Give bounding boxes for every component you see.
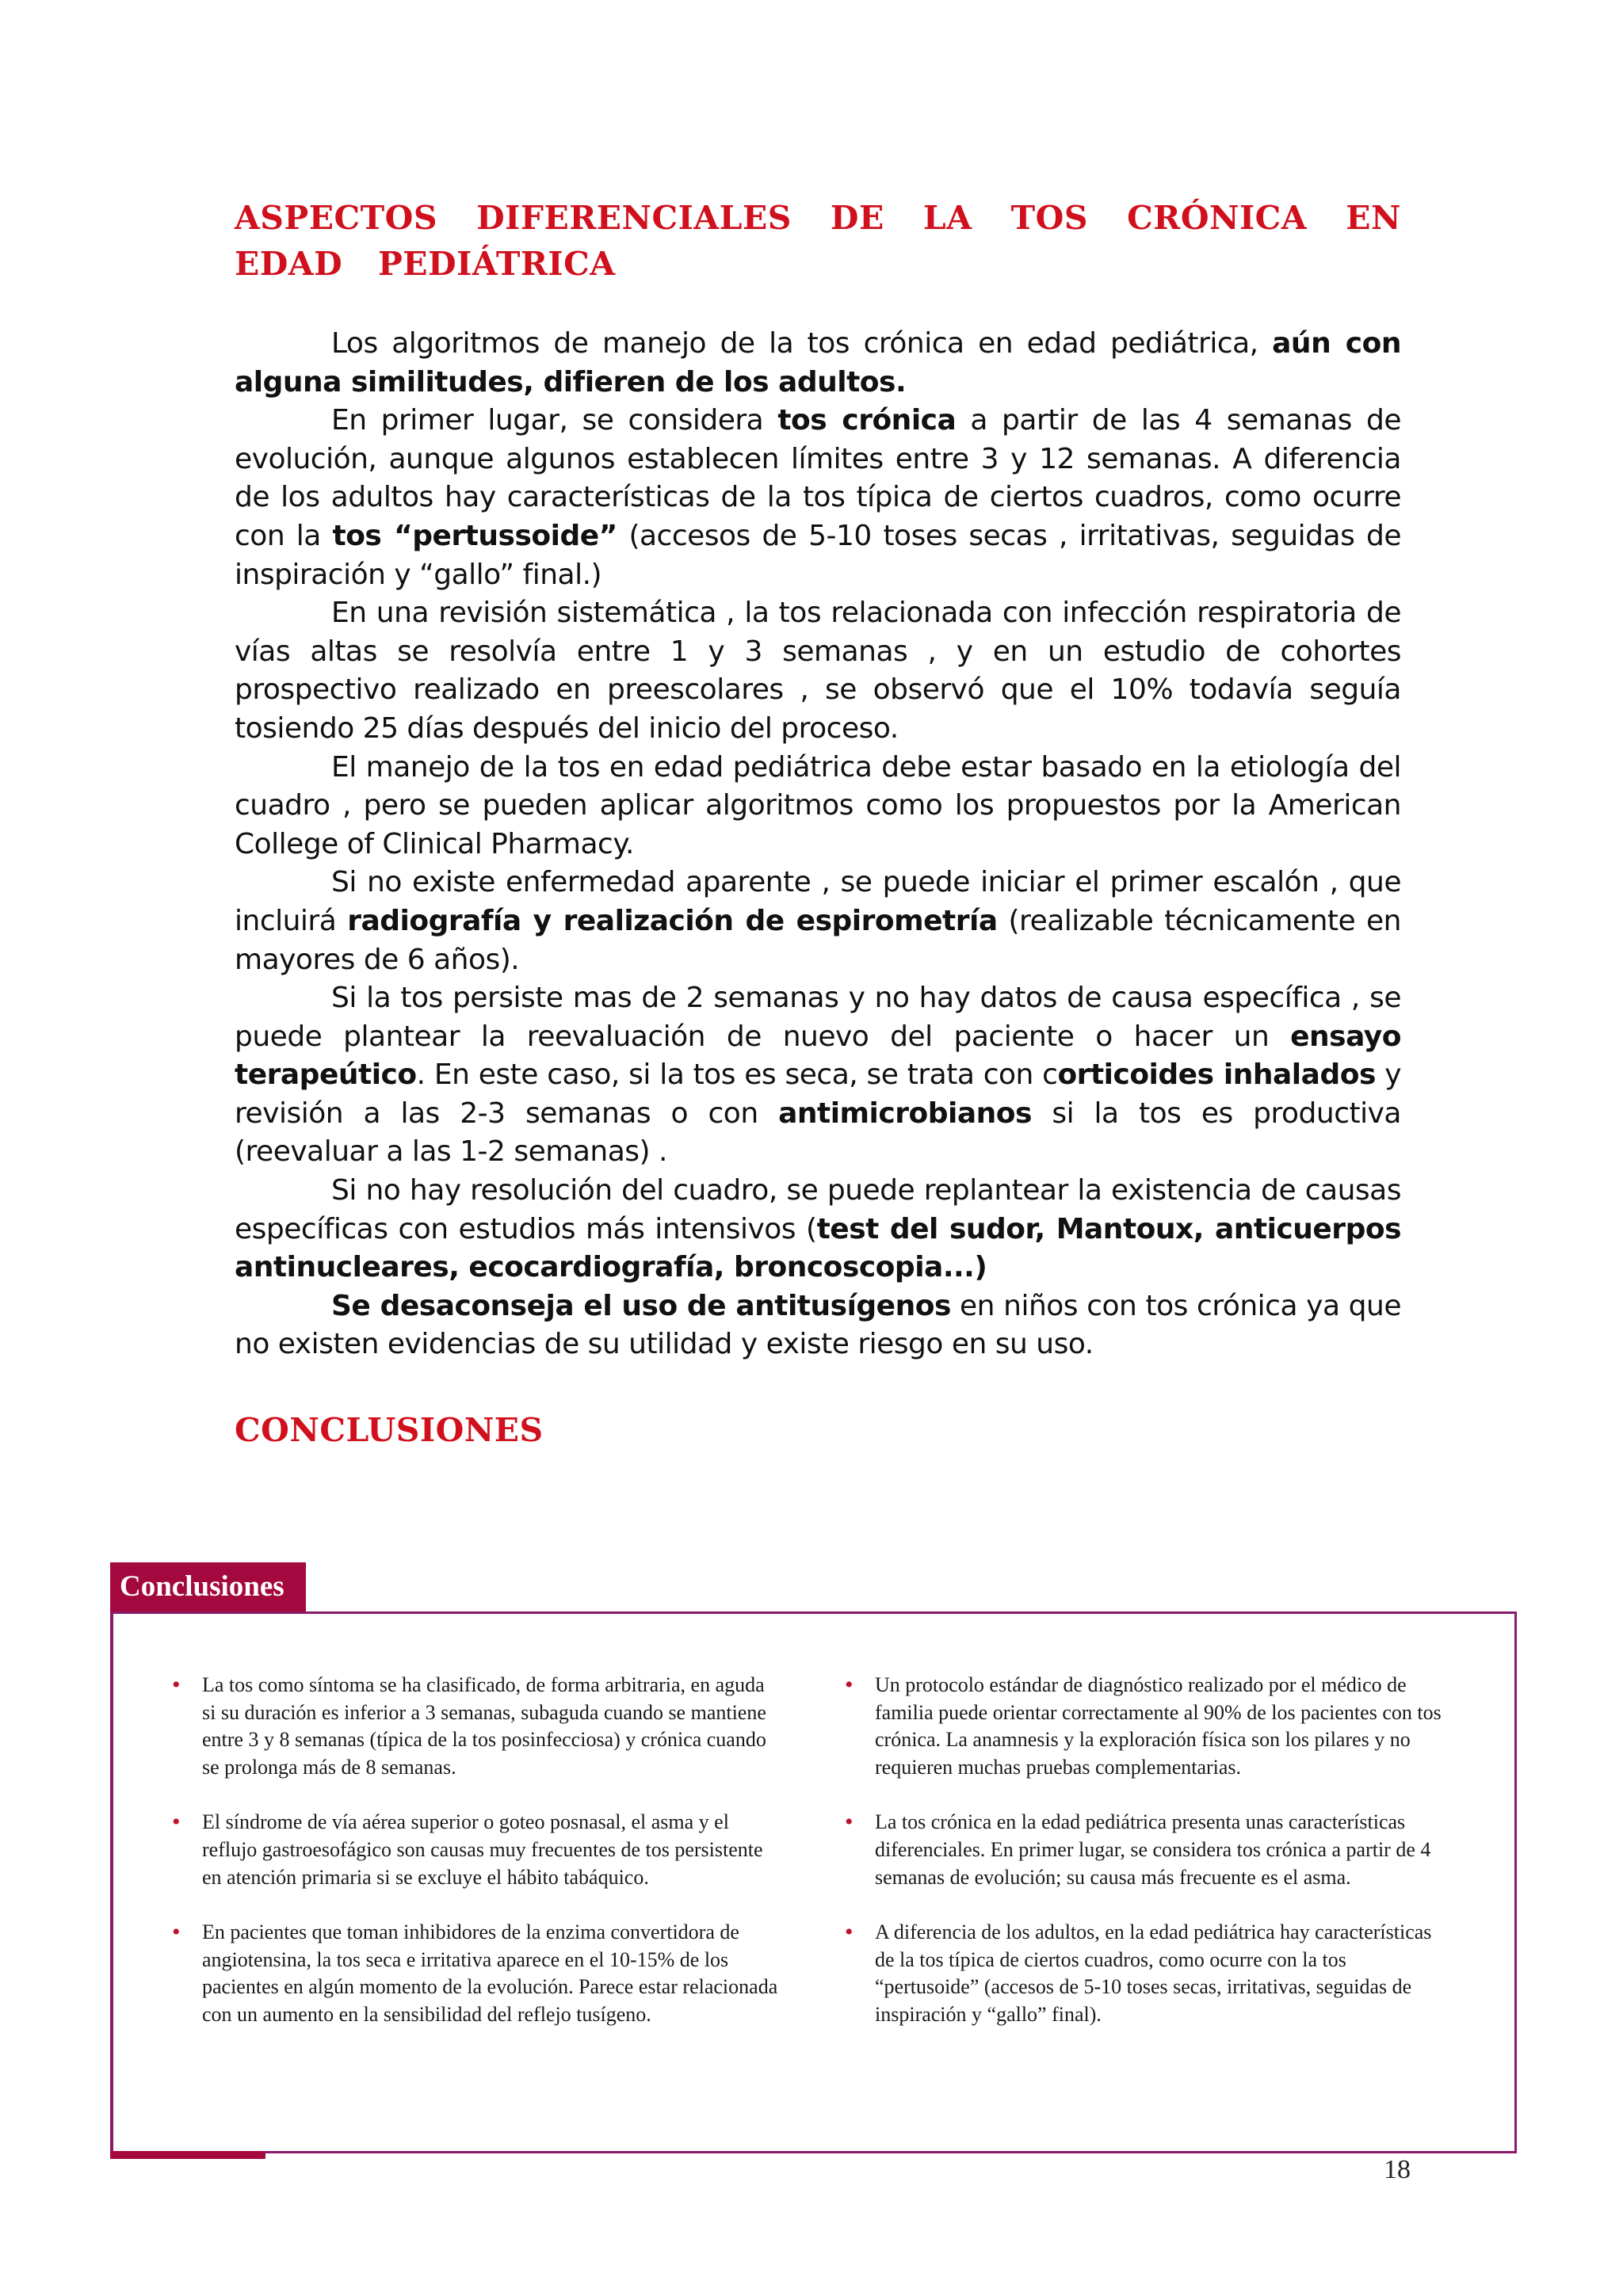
text-run: Si la tos persiste mas de 2 semanas y no hay datos de causa específica , se puede plantear la reevaluación de nuevo del paciente o hacer un	[235, 982, 1401, 1053]
bullet-icon: •	[845, 1672, 854, 1698]
conclusion-item	[845, 1919, 1455, 2028]
conclusion-item	[845, 1809, 1455, 1891]
body-paragraph	[235, 1172, 1401, 1287]
bold-text: radiografía y realización de espirometría	[347, 904, 998, 937]
left-bullet-list	[172, 1672, 782, 2029]
text-run: (accesos de 5-10 toses secas , irritativas, seguidas de inspiración y “gallo” final.)	[235, 519, 1401, 591]
body-paragraph	[235, 594, 1401, 748]
box-footer-bar	[110, 2151, 265, 2159]
conclusion-item	[172, 1919, 782, 2028]
text-run: En una revisión sistemática , la tos relacionada con infección respiratoria de vías altas se resolvía entre 1 y 3 semanas , y en un estudio de cohortes prospectivo realizado en preescolares , se observó que el 10% todavía seguía tosiendo 25 días después del inicio del proceso.	[235, 597, 1401, 745]
text-run: Si no existe enfermedad aparente , se puede iniciar el primer escalón , que incluirá	[235, 866, 1401, 937]
conclusion-item	[172, 1809, 782, 1891]
conclusion-text: El síndrome de vía aérea superior o goteo posnasal, el asma y el reflujo gastroesofágico son causas muy frecuentes de tos persistente en atención primaria si se excluye el hábito tabáquico.	[202, 1810, 763, 1889]
bold-text: Se desaconseja el uso de antitusígenos	[331, 1289, 951, 1322]
text-run: en niños con tos crónica ya que no existen evidencias de su utilidad y existe riesgo en su uso.	[235, 1289, 1402, 1361]
conclusions-heading: CONCLUSIONES	[235, 1411, 544, 1449]
body-paragraph	[235, 749, 1401, 864]
text-run: si la tos es productiva (reevaluar a las 1-2 semanas) .	[235, 1097, 1401, 1169]
bullet-icon: •	[172, 1672, 181, 1698]
text-run: Si no hay resolución del cuadro, se puede replantear la existencia de causas específicas con estudios más intensivos (	[235, 1174, 1401, 1245]
bold-text: aún con alguna similitudes, difieren de los adultos.	[235, 327, 1401, 399]
text-run: a partir de las 4 semanas de evolución, aunque algunos establecen límites entre 3 y 12 semanas. A diferencia de los adultos hay características de la tos típica de ciertos cuadros, como ocurre con la	[235, 404, 1401, 552]
conclusions-left-column	[172, 1672, 782, 2057]
section-title: ASPECTOS DIFERENCIALES DE LA TOS CRÓNICA EN EDAD PEDIÁTRICA	[235, 199, 1401, 283]
bold-text: antimicrobianos	[778, 1097, 1032, 1130]
text-run: (realizable técnicamente en mayores de 6 años).	[235, 904, 1401, 976]
body-text	[235, 325, 1401, 1364]
conclusion-text: La tos crónica en la edad pediátrica presenta unas características diferenciales. En primer lugar, se considera tos crónica a partir de 4 semanas de evolución; su causa más frecuente es el asma.	[875, 1810, 1431, 1889]
conclusion-item	[845, 1672, 1455, 1781]
conclusion-text: En pacientes que toman inhibidores de la enzima convertidora de angiotensina, la tos seca e irritativa aparece en el 10-15% de los pacientes en algún momento de la evolución. Parece estar relacionada con un aumento en la sensibilidad del reflejo tusígeno.	[202, 1920, 778, 2026]
conclusion-text: A diferencia de los adultos, en la edad pediátrica hay características de la tos típica de ciertos cuadros, como ocurre con la tos “pertusoide” (accesos de 5-10 toses secas, irritativas, seguidas de inspiración y “gallo” final).	[875, 1920, 1432, 2026]
bullet-icon: •	[172, 1809, 181, 1836]
body-paragraph	[235, 402, 1401, 594]
bullet-icon: •	[172, 1919, 181, 1946]
bullet-icon: •	[845, 1919, 854, 1946]
bold-text: orticoides inhalados	[1057, 1058, 1376, 1092]
text-run: En primer lugar, se considera	[331, 404, 778, 437]
text-run: Los algoritmos de manejo de la tos crónica en edad pediátrica,	[331, 327, 1273, 360]
body-paragraph	[235, 1287, 1401, 1364]
bold-text: ensayo terapeútico	[235, 1020, 1401, 1092]
bold-text: tos crónica	[777, 404, 957, 437]
body-paragraph	[235, 325, 1401, 402]
bold-text: tos “pertussoide”	[332, 519, 617, 552]
page-number: 18	[1384, 2155, 1411, 2184]
conclusion-text: La tos como síntoma se ha clasificado, de forma arbitraria, en aguda si su duración es inferior a 3 semanas, subaguda cuando se mantiene entre 3 y 8 semanas (típica de la tos posinfecciosa) y crónica cuando se prolonga más de 8 semanas.	[202, 1673, 766, 1779]
right-bullet-list	[845, 1672, 1455, 2029]
conclusions-box-tab: Conclusiones	[110, 1562, 306, 1611]
conclusion-item	[172, 1672, 782, 1781]
text-run: El manejo de la tos en edad pediátrica debe estar basado en la etiología del cuadro , pero se pueden aplicar algoritmos como los propuestos por la American College of Clinical Pharmacy.	[235, 750, 1401, 860]
conclusions-right-column	[845, 1672, 1455, 2057]
body-paragraph	[235, 864, 1401, 979]
bold-text: test del sudor, Mantoux, anticuerpos antinucleares, ecocardiografía, broncoscopia...)	[235, 1212, 1401, 1284]
text-run: y revisión a las 2-3 semanas o con	[235, 1058, 1401, 1130]
body-paragraph	[235, 979, 1401, 1172]
bullet-icon: •	[845, 1809, 854, 1836]
conclusion-text: Un protocolo estándar de diagnóstico realizado por el médico de familia puede orientar correctamente al 90% de los pacientes con tos crónica. La anamnesis y la exploración física son los pilares y no requieren muchas pruebas complementarias.	[875, 1673, 1442, 1779]
text-run: . En este caso, si la tos es seca, se trata con c	[416, 1058, 1058, 1092]
